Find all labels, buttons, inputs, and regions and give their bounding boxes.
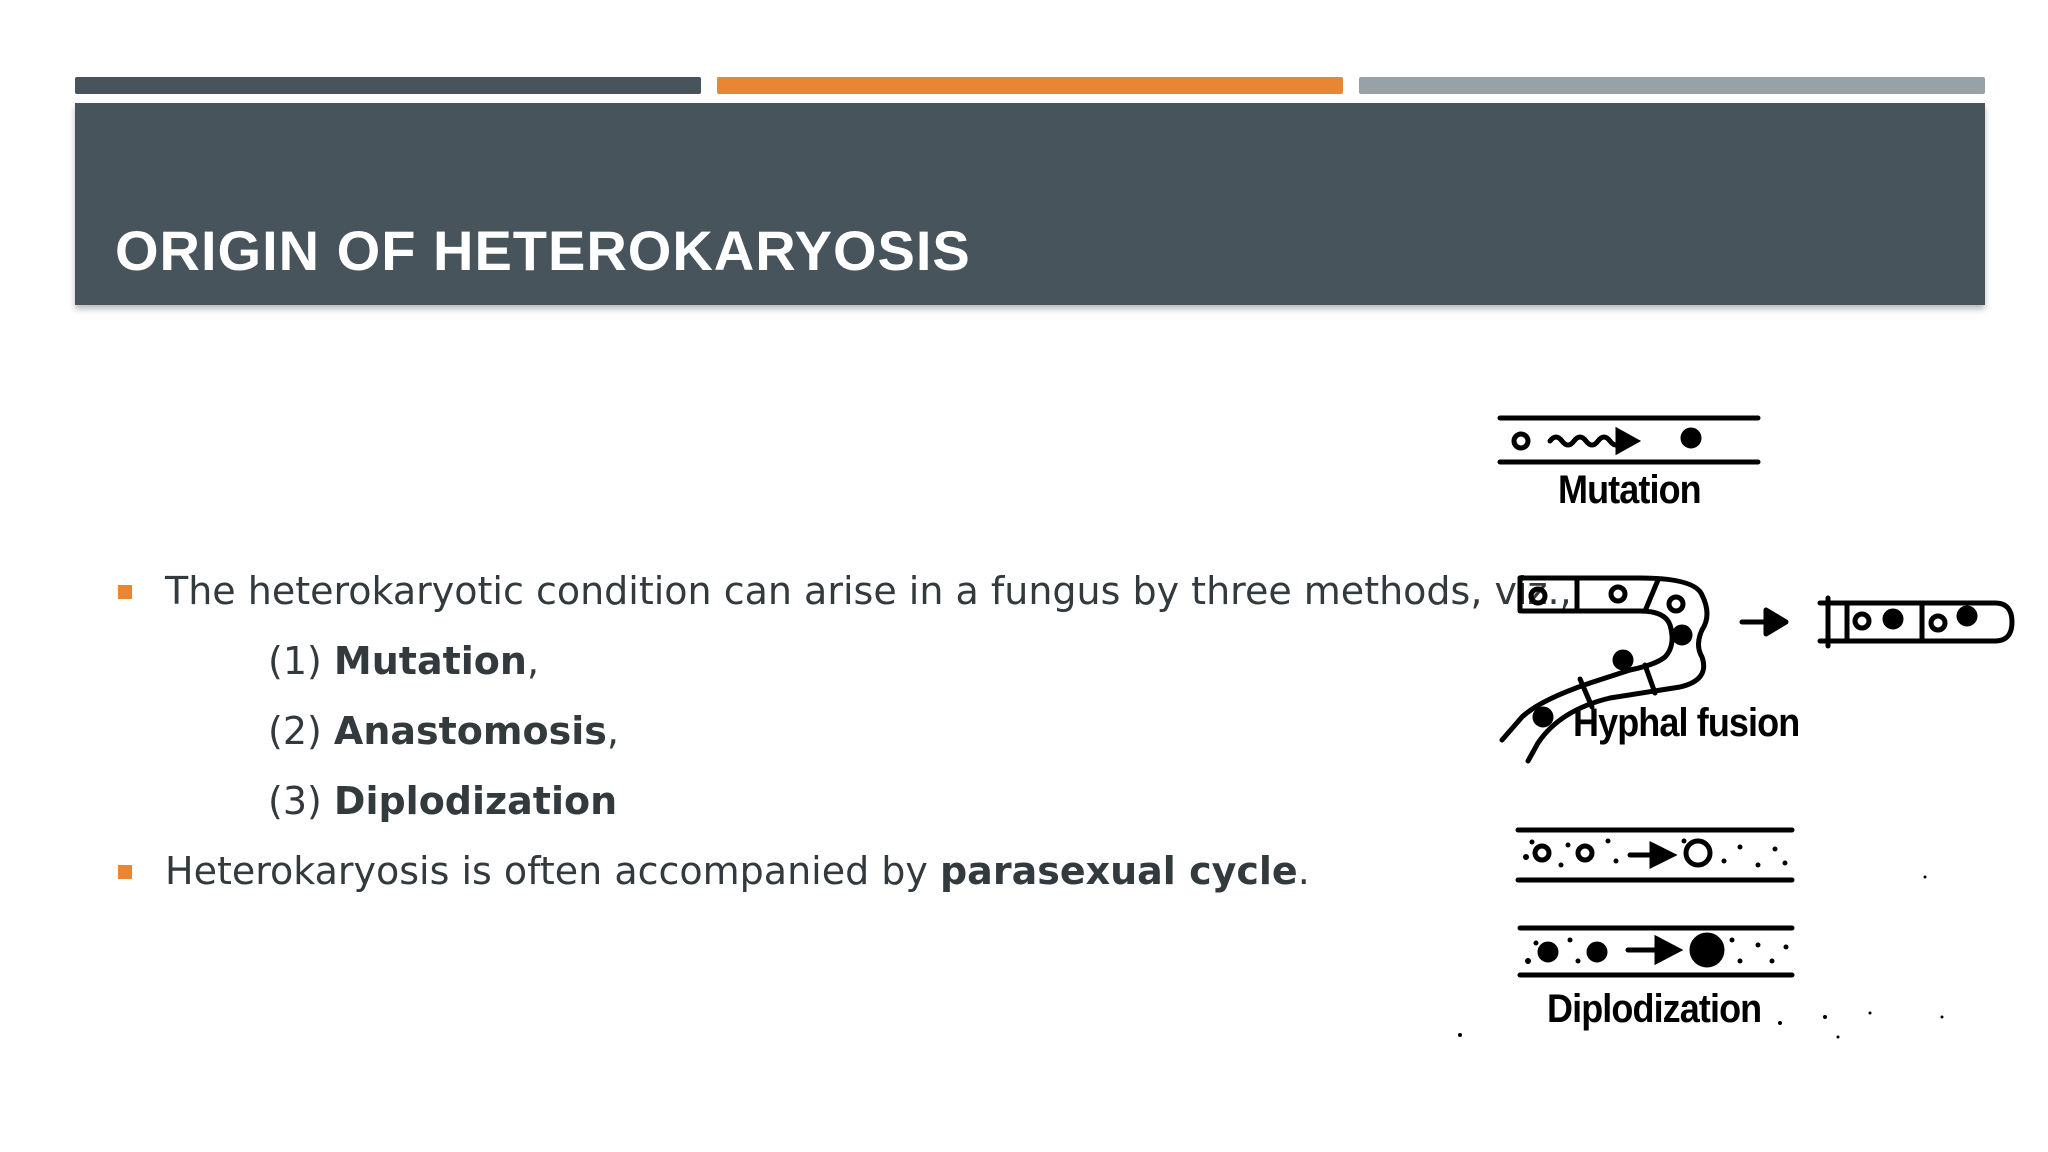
method-1-number: (1): [268, 639, 334, 683]
bullet-2-suffix: .: [1297, 849, 1310, 893]
accent-bar-orange: [717, 77, 1343, 94]
slide-content: [115, 556, 1572, 906]
diplodization-label: Diplodization: [1547, 987, 1762, 1031]
bullet-2-prefix: Heterokaryosis is often accompanied by: [165, 849, 940, 893]
accent-bar-gray: [1359, 77, 1985, 94]
bullet-square-icon: [118, 585, 132, 599]
method-item-2: [115, 696, 1415, 766]
diplodization-diagram: [1518, 830, 1792, 975]
method-3-number: (3): [268, 779, 334, 823]
hyphal-fusion-label: Hyphal fusion: [1573, 701, 1800, 745]
bullet-1-text: The heterokaryotic condition can arise in a fungus by three methods, viz.,: [165, 569, 1572, 613]
method-2-suffix: ,: [606, 709, 619, 753]
bullet-2-bold: parasexual cycle: [939, 849, 1298, 893]
mutation-diagram: [1500, 418, 1758, 462]
title-banner: [75, 103, 1985, 305]
method-1-suffix: ,: [526, 639, 540, 683]
bullet-square-icon: [118, 865, 132, 879]
accent-bar-dark: [75, 77, 701, 94]
method-item-3: [115, 766, 1415, 836]
method-item-1: [115, 626, 1415, 696]
method-2-name: Anastomosis: [333, 709, 607, 753]
method-3-name: Diplodization: [333, 779, 618, 823]
heterokaryosis-diagram: [1440, 395, 2020, 1075]
mutation-label: Mutation: [1558, 468, 1701, 512]
slide-title: ORIGIN OF HETEROKARYOSIS: [115, 219, 971, 282]
method-1-name: Mutation: [333, 639, 527, 683]
bullet-item-1: [115, 556, 1572, 626]
method-2-number: (2): [268, 709, 334, 753]
bullet-item-2: [115, 836, 1415, 906]
